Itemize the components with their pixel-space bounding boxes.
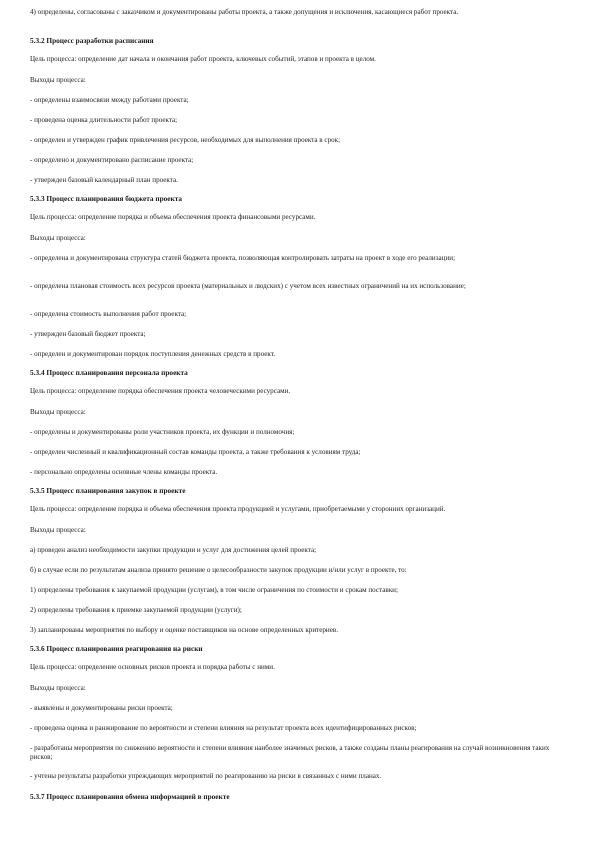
list-item: - определены и документированы роли участников проекта, их функции и полномочия; [30, 428, 295, 436]
paragraph: 4) определены, согласованы с заказчиком и документированы работы проекта, а также допущения и исключения, касающиеся работ проекта. [30, 8, 459, 16]
paragraph: Выходы процесса: [30, 526, 86, 534]
list-item: - определена и документирована структура статей бюджета проекта, позволяющая контролировать затраты на проект в ходе его реализации; [30, 254, 456, 262]
list-item: - определен и документирован порядок поступления денежных средств в проект. [30, 350, 276, 358]
list-item: - определена стоимость выполнения работ проекта; [30, 310, 187, 318]
list-item: - определено и документировано расписание проекта; [30, 156, 194, 164]
list-item: - утвержден базовый бюджет проекта; [30, 330, 146, 338]
list-item: - определена плановая стоимость всех ресурсов проекта (материальных и людских) с учетом всех известных ограничений на их использование; [30, 282, 466, 290]
section-heading: 5.3.4 Процесс планирования персонала проекта [30, 368, 188, 377]
section-heading: 5.3.3 Процесс планирования бюджета проекта [30, 194, 183, 203]
list-item: 2) определены требования к приемке закупаемой продукции (услуги); [30, 606, 242, 614]
list-item: 1) определены требования к закупаемой продукции (услугам), в том числе ограничения по стоимости и срокам поставки; [30, 586, 398, 594]
paragraph: Цель процесса: определение дат начала и окончания работ проекта, ключевых событий, этапов и проекта в целом. [30, 55, 376, 63]
paragraph: Цель процесса: определение порядка и объема обеспечения проекта продукцией и услугами, приобретаемыми у сторонних организаций. [30, 505, 446, 513]
section-heading: 5.3.6 Процесс планирования реагирования на риски [30, 644, 203, 653]
paragraph: Выходы процесса: [30, 76, 86, 84]
list-item: - разработаны мероприятия по снижению вероятности и степени влияния наиболее значимых рисков, а также созданы планы реагирования на случай возникновения таких рисков; [30, 744, 550, 761]
list-item: б) в случае если по результатам анализа принято решение о целесообразности закупок продукции и/или услуг в проекте, то: [30, 566, 407, 574]
section-heading: 5.3.5 Процесс планирования закупок в проекте [30, 486, 186, 495]
list-item: - выявлены и документированы риски проекта; [30, 704, 173, 712]
list-item: - утвержден базовый календарный план проекта. [30, 176, 178, 184]
paragraph: Цель процесса: определение порядка и объема обеспечения проекта финансовыми ресурсами. [30, 213, 316, 221]
paragraph: Цель процесса: определение основных рисков проекта и порядка работы с ними. [30, 663, 275, 671]
list-item: - персонально определены основные члены команды проекта. [30, 468, 218, 476]
paragraph: Выходы процесса: [30, 234, 86, 242]
paragraph: Цель процесса: определение порядка обеспечения проекта человеческими ресурсами. [30, 387, 291, 395]
paragraph: Выходы процесса: [30, 684, 86, 692]
list-item: - проведена оценка и ранжирование по вероятности и степени влияния на результат проекта всех идентифицированных рисков; [30, 724, 417, 732]
section-heading: 5.3.2 Процесс разработки расписания [30, 36, 154, 45]
list-item: - определены взаимосвязи между работами проекта; [30, 96, 189, 104]
list-item: 3) запланированы мероприятия по выбору и оценке поставщиков на основе определенных критериев. [30, 626, 338, 634]
list-item: - определен и утвержден график привлечения ресурсов, необходимых для выполнения проекта в срок; [30, 136, 341, 144]
list-item: - учтены результаты разработки упреждающих мероприятий по реагированию на риски в связанных с ними планах. [30, 772, 382, 780]
list-item: а) проведен анализ необходимости закупки продукции и услуг для достижения целей проекта; [30, 546, 317, 554]
section-heading: 5.3.7 Процесс планирования обмена информацией в проекте [30, 792, 230, 801]
list-item: - проведена оценка длительности работ проекта; [30, 116, 178, 124]
paragraph: Выходы процесса: [30, 408, 86, 416]
list-item: - определен численный и квалификационный состав команды проекта, а также требования к условиям труда; [30, 448, 361, 456]
